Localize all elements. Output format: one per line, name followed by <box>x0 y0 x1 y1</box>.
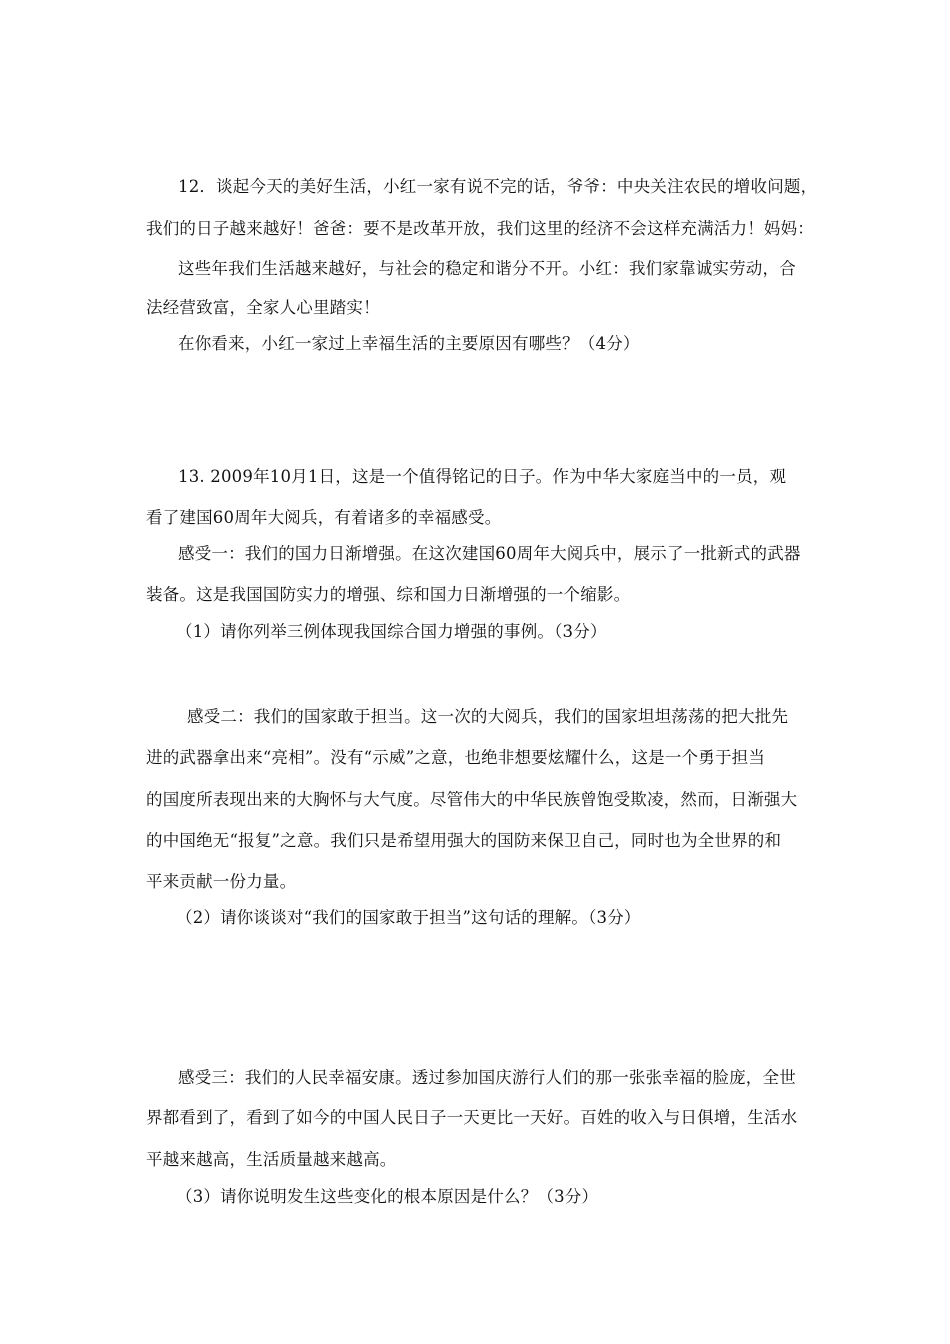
q13-text-line-1: 13. 2009年10月1日，这是一个值得铭记的日子。作为中华大家庭当中的一员，观 <box>178 467 787 486</box>
feeling-2-line-2: 进的武器拿出来“亮相”。没有“示威”之意，也绝非想要炫耀什么，这是一个勇于担当 <box>146 748 766 767</box>
q12-text-line-3: 这些年我们生活越来越好，与社会的稳定和谐分不开。小红：我们家靠诚实劳动，合 <box>178 259 796 278</box>
q12-text-line-4: 法经营致富，全家人心里踏实！ <box>146 298 380 317</box>
q12-text-line-2: 我们的日子越来越好！爸爸：要不是改革开放，我们这里的经济不会这样充满活力！妈妈： <box>146 219 814 238</box>
feeling-3-line-2: 界都看到了，看到了如今的中国人民日子一天更比一天好。百姓的收入与日俱增，生活水 <box>146 1108 798 1127</box>
feeling-2-line-4: 的中国绝无“报复”之意。我们只是希望用强大的国防来保卫自己，同时也为全世界的和 <box>146 831 782 850</box>
feeling-2-line-3: 的国度所表现出来的大胸怀与大气度。尽管伟大的中华民族曾饱受欺凌，然而，日渐强大 <box>146 790 798 809</box>
sub-question-1: （1）请你列举三例体现我国综合国力增强的事例。（3分） <box>176 622 607 641</box>
feeling-3-line-3: 平越来越高，生活质量越来越高。 <box>146 1150 397 1169</box>
feeling-3-line-1: 感受三：我们的人民幸福安康。透过参加国庆游行人们的那一张张幸福的脸庞，全世 <box>178 1068 796 1087</box>
feeling-1-line-1: 感受一：我们的国力日渐增强。在这次建国60周年大阅兵中，展示了一批新式的武器 <box>178 544 801 563</box>
feeling-2-line-1: 感受二：我们的国家敢于担当。这一次的大阅兵，我们的国家坦坦荡荡的把大批先 <box>187 707 789 726</box>
feeling-2-line-5: 平来贡献一份力量。 <box>146 872 297 891</box>
feeling-1-line-2: 装备。这是我国国防实力的增强、综和国力日渐增强的一个缩影。 <box>146 585 631 604</box>
sub-question-3: （3）请你说明发生这些变化的根本原因是什么？（3分） <box>176 1187 599 1206</box>
q13-text-line-2: 看了建国60周年大阅兵，有着诸多的幸福感受。 <box>146 508 502 527</box>
sub-question-2: （2）请你谈谈对“我们的国家敢于担当”这句话的理解。（3分） <box>176 908 641 927</box>
q12-text-line-1: 12．谈起今天的美好生活，小红一家有说不完的话，爷爷：中央关注农民的增收问题， <box>178 177 818 196</box>
q12-question: 在你看来，小红一家过上幸福生活的主要原因有哪些？（4分） <box>178 334 640 353</box>
